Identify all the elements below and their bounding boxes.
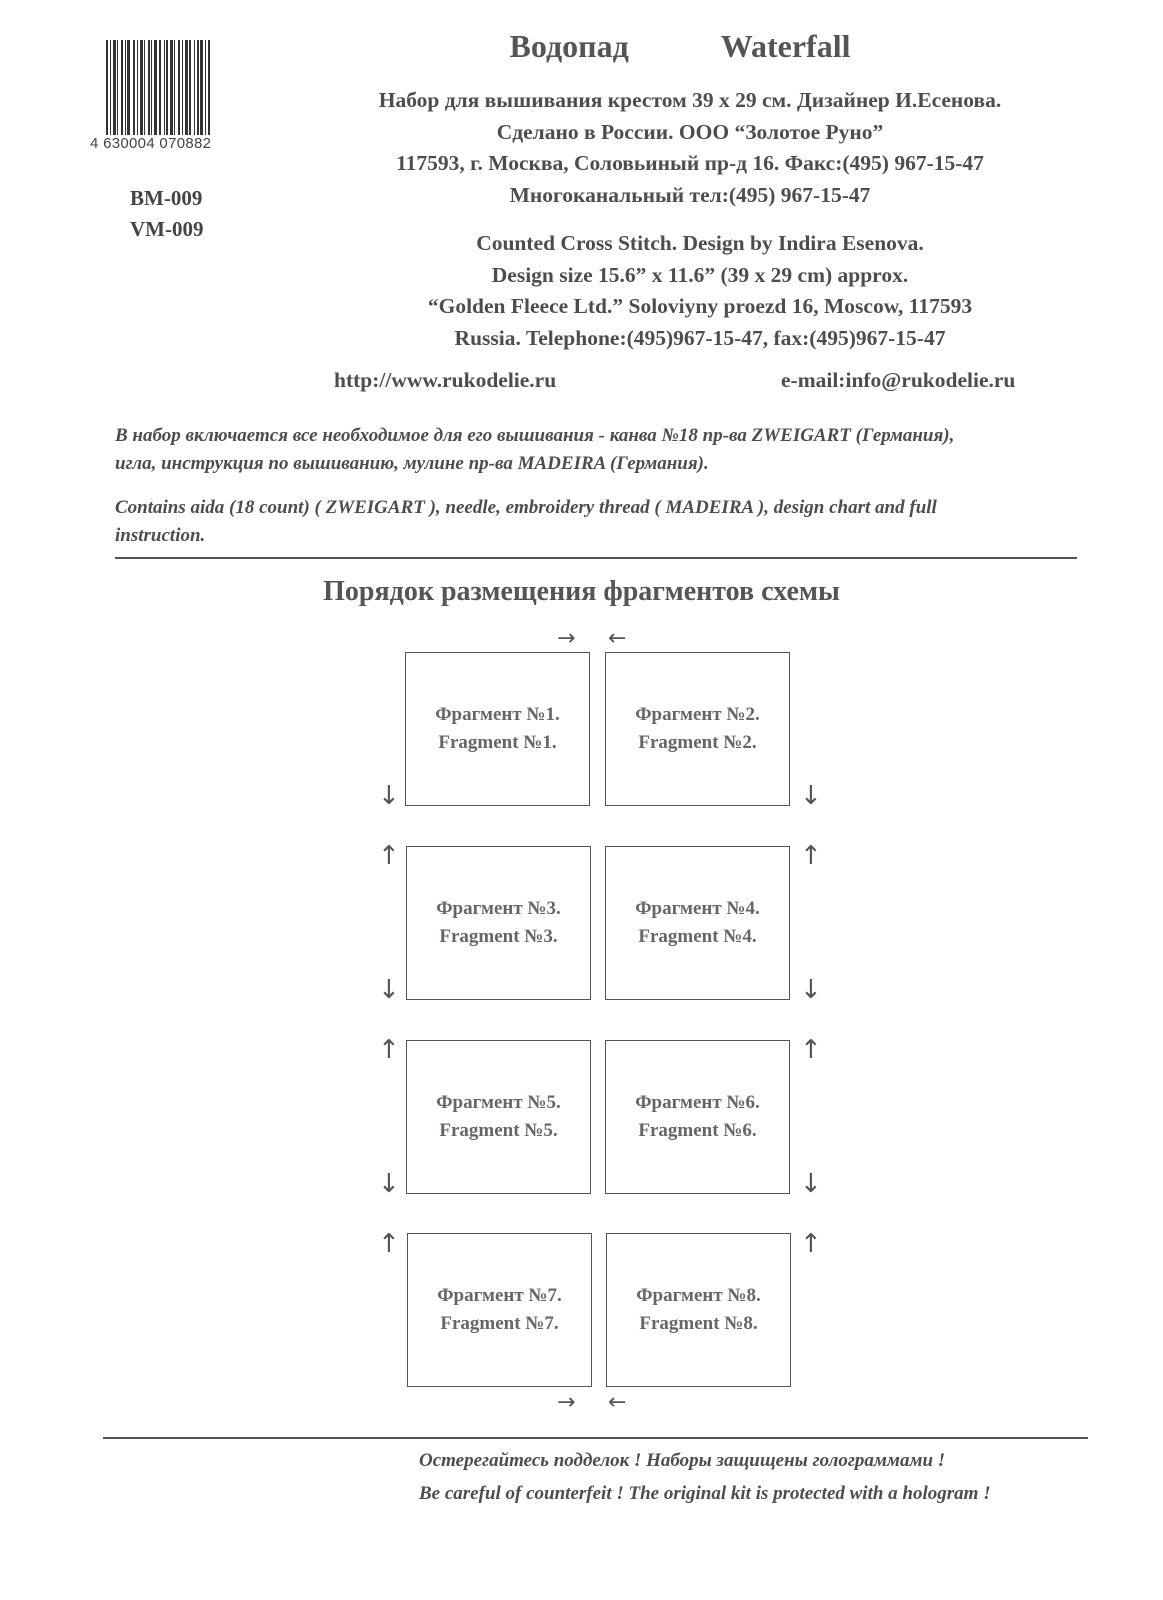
contents-en — [115, 494, 1075, 550]
section-title: Порядок размещения фрагментов схемы — [323, 576, 840, 607]
info-line: 117593, г. Москва, Соловьиный пр-д 16. Факс:(495) 967-15-47 — [396, 151, 984, 175]
fragment-3 — [406, 846, 591, 1000]
arrow-left-icon: ← — [608, 1390, 627, 1415]
fragment-4 — [605, 846, 790, 1000]
arrow-right-icon: → — [557, 626, 576, 651]
fragment-8 — [606, 1233, 791, 1387]
arrow-down-icon: ↓ — [800, 781, 822, 811]
fragment-label-en: Fragment №2. — [638, 732, 757, 753]
arrow-up-icon: ↑ — [378, 841, 400, 871]
contents-ru-line: игла, инструкция по вышиванию, мулине пр-ва MADEIRA (Германия). — [115, 453, 709, 474]
info-line: Counted Cross Stitch. Design by Indira Esenova. — [476, 231, 924, 255]
arrow-down-icon: ↓ — [800, 1169, 822, 1199]
fragment-5 — [406, 1040, 591, 1194]
fragment-label-ru: Фрагмент №3. — [436, 898, 561, 919]
fragment-label-en: Fragment №4. — [638, 926, 757, 947]
sku-en: VM-009 — [130, 217, 204, 241]
fragment-label-en: Fragment №8. — [639, 1313, 758, 1334]
arrow-up-icon: ↑ — [378, 1229, 400, 1259]
email-link[interactable]: e-mail:info@rukodelie.ru — [781, 368, 1016, 392]
arrow-down-icon: ↓ — [800, 975, 822, 1005]
arrow-up-icon: ↑ — [378, 1035, 400, 1065]
sku-ru: BM-009 — [130, 186, 203, 210]
barcode-number: 4 630004 070882 — [90, 135, 212, 152]
arrow-left-icon: ← — [608, 626, 627, 651]
barcode — [106, 40, 246, 148]
warning-ru: Остерегайтесь подделок ! Наборы защищены голограммами ! — [419, 1450, 946, 1471]
warning-en: Be careful of counterfeit ! The original kit is protected with a hologram ! — [419, 1483, 991, 1504]
divider — [115, 557, 1077, 559]
fragment-label-ru: Фрагмент №7. — [437, 1285, 562, 1306]
info-line: “Golden Fleece Ltd.” Soloviyny proezd 16, Moscow, 117593 — [427, 294, 973, 318]
arrow-right-icon: → — [557, 1390, 576, 1415]
divider — [103, 1437, 1088, 1439]
fragment-label-ru: Фрагмент №4. — [635, 898, 760, 919]
title-en: Waterfall — [720, 28, 851, 64]
info-line: Набор для вышивания крестом 39 х 29 см. Дизайнер И.Есенова. — [378, 88, 1002, 112]
arrow-down-icon: ↓ — [378, 781, 400, 811]
fragment-label-ru: Фрагмент №6. — [635, 1092, 760, 1113]
english-info — [310, 228, 1090, 354]
info-line: Russia. Telephone:(495)967-15-47, fax:(495)967-15-47 — [454, 325, 946, 350]
fragment-label-ru: Фрагмент №1. — [435, 704, 560, 725]
russian-info — [300, 85, 1080, 211]
contents-ru-line: В набор включается все необходимое для его вышивания - канва №18 пр-ва ZWEIGART (Германия), — [115, 425, 955, 446]
website-link[interactable]: http://www.rukodelie.ru — [334, 368, 557, 392]
fragment-2 — [605, 652, 790, 806]
info-line: Design size 15.6” x 11.6” (39 x 29 cm) approx. — [491, 262, 909, 287]
title-ru: Водопад — [509, 28, 629, 64]
fragment-label-ru: Фрагмент №8. — [636, 1285, 761, 1306]
info-line: Сделано в России. ООО “Золотое Руно” — [496, 119, 884, 144]
arrow-up-icon: ↑ — [800, 841, 822, 871]
info-line: Многоканальный тел:(495) 967-15-47 — [509, 182, 871, 207]
fragment-6 — [605, 1040, 790, 1194]
fragment-7 — [407, 1233, 592, 1387]
arrow-up-icon: ↑ — [800, 1035, 822, 1065]
arrow-down-icon: ↓ — [378, 975, 400, 1005]
contents-en-line: instruction. — [115, 525, 206, 546]
fragment-label-ru: Фрагмент №5. — [436, 1092, 561, 1113]
arrow-up-icon: ↑ — [800, 1229, 822, 1259]
fragment-label-en: Fragment №1. — [438, 732, 557, 753]
contents-ru — [115, 422, 1075, 478]
fragment-label-ru: Фрагмент №2. — [635, 704, 760, 725]
contents-en-line: Contains aida (18 count) ( ZWEIGART ), needle, embroidery thread ( MADEIRA ), design chart and full — [115, 497, 937, 518]
page-title — [300, 28, 1060, 65]
fragment-label-en: Fragment №7. — [440, 1313, 559, 1334]
fragment-label-en: Fragment №5. — [439, 1120, 558, 1141]
fragment-1 — [405, 652, 590, 806]
fragment-label-en: Fragment №3. — [439, 926, 558, 947]
fragment-label-en: Fragment №6. — [638, 1120, 757, 1141]
arrow-down-icon: ↓ — [378, 1169, 400, 1199]
